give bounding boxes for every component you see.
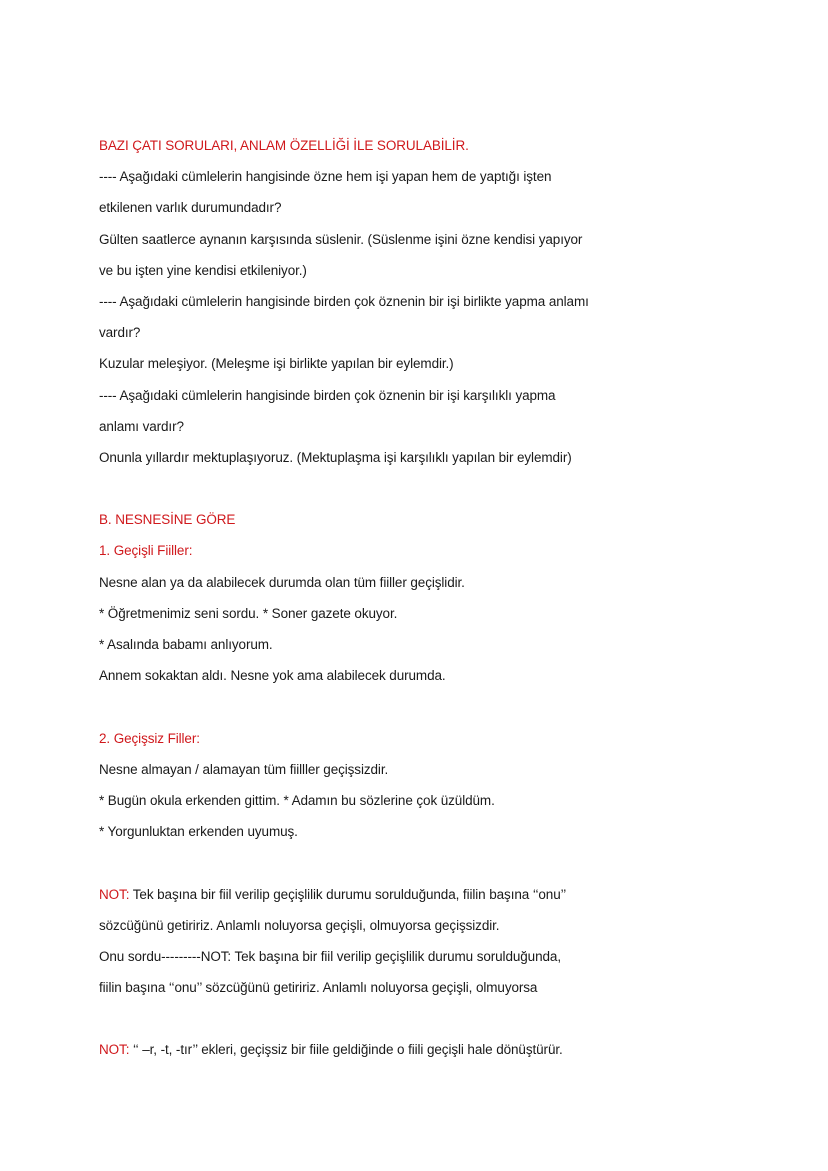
text-line: vardır? <box>99 325 141 341</box>
document-body <box>99 130 739 1066</box>
text-line: * Yorgunluktan erkenden uyumuş. <box>99 824 298 840</box>
section-b-heading: B. NESNESİNE GÖRE <box>99 512 236 528</box>
text-line: Nesne alan ya da alabilecek durumda olan tüm fiiller geçişlidir. <box>99 574 465 590</box>
text-line: * Bugün okula erkenden gittim. * Adamın bu sözlerine çok üzüldüm. <box>99 792 495 808</box>
note-1-line-1 <box>99 879 739 910</box>
text-line: anlamı vardır? <box>99 418 184 434</box>
note-label: NOT: <box>99 886 130 902</box>
text-line: etkilenen varlık durumundadır? <box>99 200 282 216</box>
text-line: Nesne almayan / alamayan tüm fiilller geçişsizdir. <box>99 761 389 777</box>
text-line: Gülten saatlerce aynanın karşısında süslenir. (Süslenme işini özne kendisi yapıyor <box>99 231 583 247</box>
text-line: ---- Aşağıdaki cümlelerin hangisinde birden çok öznenin bir işi karşılıklı yapma <box>99 387 556 403</box>
note-label: NOT: <box>99 1042 130 1058</box>
spacer <box>99 847 739 878</box>
text-line: Annem sokaktan aldı. Nesne yok ama alabilecek durumda. <box>99 668 446 684</box>
text-line: ---- Aşağıdaki cümlelerin hangisinde özne hem işi yapan hem de yaptığı işten <box>99 169 552 185</box>
note-text: Tek başına bir fiil verilip geçişlilik durumu sorulduğunda, fiilin başına ‘‘onu’’ <box>129 886 567 902</box>
text-line: fiilin başına ‘‘onu’’ sözcüğünü getiririz. Anlamlı noluyorsa geçişli, olmuyorsa <box>99 980 538 996</box>
text-line: Onu sordu---------NOT: Tek başına bir fiil verilip geçişlilik durumu sorulduğunda, <box>99 948 561 964</box>
spacer <box>99 1003 739 1034</box>
text-line: * Öğretmenimiz seni sordu. * Soner gazete okuyor. <box>99 605 398 621</box>
note-2 <box>99 1034 739 1065</box>
spacer <box>99 691 739 722</box>
spacer <box>99 473 739 504</box>
text-line: ve bu işten yine kendisi etkileniyor.) <box>99 262 307 278</box>
note-text: ‘‘ –r, -t, -tır’’ ekleri, geçişsiz bir fiile geldiğinde o fiili geçişli hale dönüştürür. <box>129 1042 563 1058</box>
text-line: ---- Aşağıdaki cümlelerin hangisinde birden çok öznenin bir işi birlikte yapma anlamı <box>99 293 589 309</box>
intransitive-heading: 2. Geçişsiz Filler: <box>99 730 200 746</box>
section-a-heading: BAZI ÇATI SORULARI, ANLAM ÖZELLİĞİ İLE SORULABİLİR. <box>99 138 469 153</box>
text-line: * Asalında babamı anlıyorum. <box>99 637 273 652</box>
text-line: Onunla yıllardır mektuplaşıyoruz. (Mektuplaşma işi karşılıklı yapılan bir eylemdir) <box>99 449 572 465</box>
text-line: sözcüğünü getiririz. Anlamlı noluyorsa geçişli, olmuyorsa geçişsizdir. <box>99 917 500 933</box>
text-line: Kuzular meleşiyor. (Meleşme işi birlikte yapılan bir eylemdir.) <box>99 356 454 372</box>
transitive-heading: 1. Geçişli Fiiller: <box>99 543 193 559</box>
